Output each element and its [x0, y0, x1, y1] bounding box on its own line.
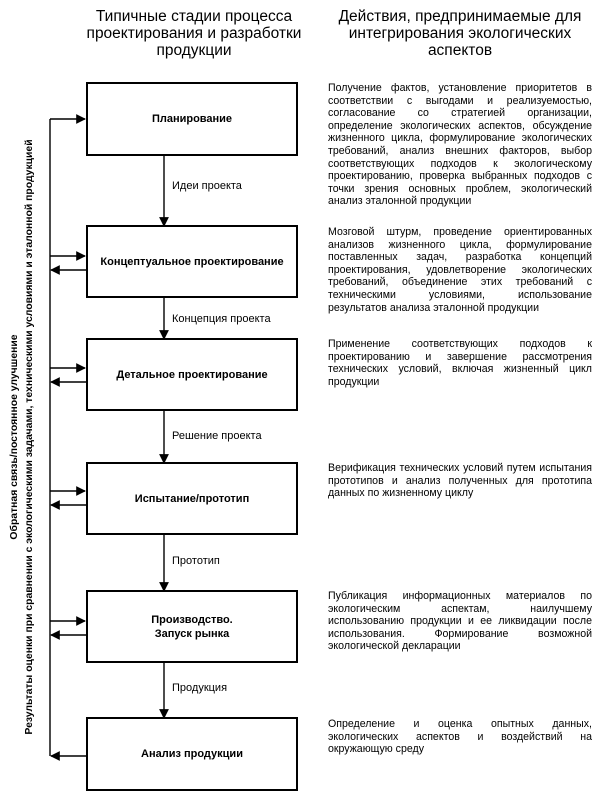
stage-label: Детальное проектирование — [116, 368, 268, 381]
stage-conceptual-design — [86, 225, 298, 298]
description-detailed-design: Применение соответствующих подходов к проектированию и завершение рассмотрения технических условий, включая жизненный цикл продукции — [328, 338, 592, 388]
stage-label: Концептуальное проектирование — [100, 255, 284, 268]
description-conceptual-design: Мозговой штурм, проведение ориентированных анализов жизненного цикла, формулирование поставленных задач, разработка концепций проектирования, удовлетворение экологических требований, объединение этих требований с техническими условиями, использование результатов анализа эталонной продукции — [328, 226, 592, 314]
stage-planning — [86, 82, 298, 156]
description-product-review: Определение и оценка опытных данных, экологических аспектов и воздействий на окружающую среду — [328, 718, 592, 756]
description-production-launch: Публикация информационных материалов по экологическим аспектам, наилучшему использованию продукции и ее ликвидации после использования. Формирование возможной экологической декларации — [328, 590, 592, 653]
stage-production-launch — [86, 590, 298, 663]
stage-label: Планирование — [151, 113, 233, 125]
feedback-label-line2: Результаты оценки при сравнении с экологическими задачами, техническими условиями и эталонной продукцией — [24, 139, 35, 735]
feedback-label-line1: Обратная связь/постоянное улучшение — [9, 334, 20, 540]
stage-testing-prototype — [86, 462, 298, 535]
description-planning: Получение фактов, установление приоритетов в соответствии с выгодами и реализуемостью, согласование со стратегией организации, определение экологических аспектов, обсуждение жизненного цикла, формулирование экологических требований, анализ внешних факторов, выбор соответствующих подходов к экологическому проектированию, проверка выбранных подходов с точки зрения основных проблем, экологический анализ эталонной продукции — [328, 82, 592, 208]
stage-label: Анализ продукции — [141, 748, 243, 760]
stage-product-review — [86, 717, 298, 791]
flow-label-ideas: Идеи проекта — [172, 180, 242, 192]
stages-column-header: Типичные стадии процесса проектирования и разработки продукции — [86, 8, 302, 59]
stage-detailed-design — [86, 338, 298, 411]
flow-label-product: Продукция — [172, 682, 228, 694]
feedback-side-label — [7, 112, 37, 762]
flow-label-concept: Концепция проекта — [172, 313, 271, 325]
flow-label-prototype: Прототип — [172, 555, 220, 567]
stage-label: Производство. Запуск рынка — [151, 613, 233, 640]
actions-column-header: Действия, предпринимаемые для интегрирования экологических аспектов — [338, 8, 582, 59]
stage-label: Испытание/прототип — [134, 492, 250, 505]
description-testing-prototype: Верификация технических условий путем испытания прототипов и анализ полученных для прототипа данных по жизненному циклу — [328, 462, 592, 500]
flow-label-decision: Решение проекта — [172, 430, 262, 442]
